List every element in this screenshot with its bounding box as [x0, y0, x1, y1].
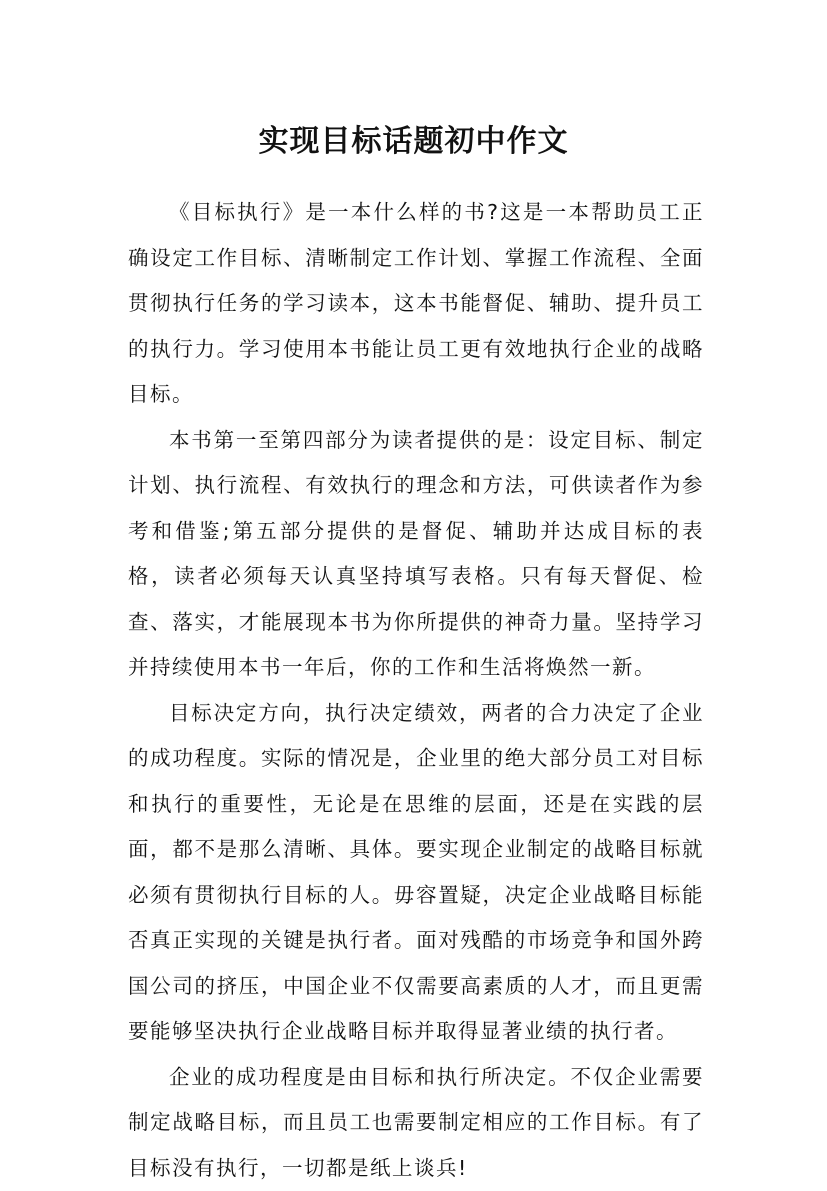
paragraph-2: 本书第一至第四部分为读者提供的是：设定目标、制定计划、执行流程、有效执行的理念和方法，可供读者作为参考和借鉴;第五部分提供的是督促、辅助并达成目标的表格，读者必须每天认真坚持填写表格。只有每天督促、检查、落实，才能展现本书为你所提供的神奇力量。坚持学习并持续使用本书一年后，你的工作和生活将焕然一新。 — [128, 418, 704, 691]
document-title: 实现目标话题初中作文 — [0, 120, 827, 164]
paragraph-3: 目标决定方向，执行决定绩效，两者的合力决定了企业的成功程度。实际的情况是，企业里的绝大部分员工对目标和执行的重要性，无论是在思维的层面，还是在实践的层面，都不是那么清晰、具体。要实现企业制定的战略目标就必须有贯彻执行目标的人。毋容置疑，决定企业战略目标能否真正实现的关键是执行者。面对残酷的市场竞争和国外跨国公司的挤压，中国企业不仅需要高素质的人才，而且更需要能够坚决执行企业战略目标并取得显著业绩的执行者。 — [128, 691, 704, 1055]
paragraph-4: 企业的成功程度是由目标和执行所决定。不仅企业需要制定战略目标，而且员工也需要制定相应的工作目标。有了目标没有执行，一切都是纸上谈兵! — [128, 1055, 704, 1191]
document-body — [128, 190, 704, 1191]
paragraph-1: 《目标执行》是一本什么样的书?这是一本帮助员工正确设定工作目标、清晰制定工作计划、掌握工作流程、全面贯彻执行任务的学习读本，这本书能督促、辅助、提升员工的执行力。学习使用本书能让员工更有效地执行企业的战略目标。 — [128, 190, 704, 418]
